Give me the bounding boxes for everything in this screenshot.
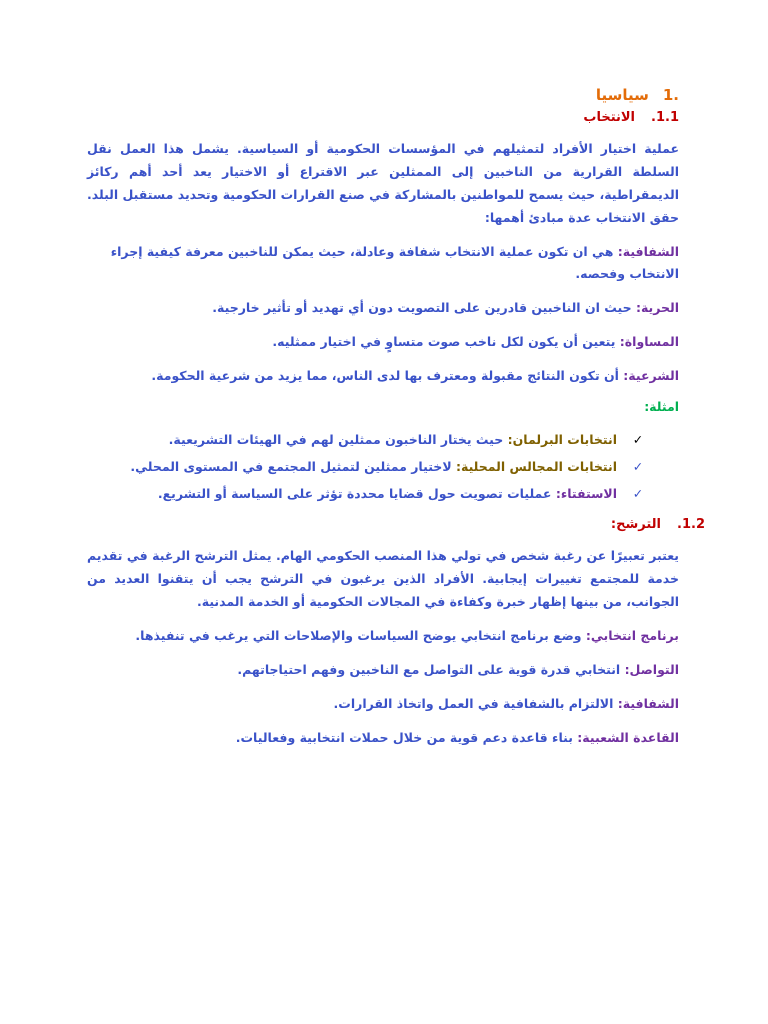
- section-1-1-title: الانتخاب: [583, 110, 636, 125]
- example-item: [87, 480, 645, 507]
- principle-item: [87, 297, 679, 319]
- candidacy-desc: وضع برنامج انتخابي يوضح السياسات والإصلاحات التي يرغب في تنفيذها.: [135, 628, 586, 643]
- principle-term: المساواة:: [619, 334, 679, 349]
- principle-term: الحرية:: [635, 300, 679, 315]
- candidacy-term: القاعدة الشعبية:: [577, 730, 679, 745]
- checkmark-icon: ✓: [632, 432, 644, 447]
- principle-item: [87, 331, 679, 353]
- section-1-2-title: الترشح:: [610, 517, 662, 532]
- candidacy-term: الشفافية:: [617, 696, 679, 711]
- candidacy-item: [87, 727, 679, 749]
- example-term: الاستفتاء:: [555, 486, 617, 501]
- checkmark-icon: ✓: [632, 486, 644, 501]
- checkmark-icon: ✓: [632, 459, 644, 474]
- principle-desc: يتعين أن يكون لكل ناخب صوت متساوٍ في اختيار ممثليه.: [272, 334, 620, 349]
- principle-term: الشفافية:: [617, 244, 679, 259]
- example-item: [87, 426, 645, 453]
- principle-item: [87, 365, 679, 387]
- examples-label: امثلة:: [644, 399, 679, 414]
- section-1-heading: [87, 86, 679, 104]
- candidacy-desc: انتخابي قدرة قوية على التواصل مع الناخبين وفهم احتياجاتهم.: [237, 662, 625, 677]
- candidacy-desc: بناء قاعدة دعم قوية من خلال حملات انتخابية وفعاليات.: [235, 730, 578, 745]
- candidacy-item: [87, 693, 679, 715]
- example-desc: لاختيار ممثلين لتمثيل المجتمع في المستوى المحلي.: [130, 459, 456, 474]
- candidacy-item: [87, 625, 679, 647]
- example-desc: عمليات تصويت حول قضايا محددة تؤثر على السياسة أو التشريع.: [157, 486, 556, 501]
- example-item: [87, 453, 645, 480]
- section-1-2-number: 1.2.: [677, 517, 705, 532]
- candidacy-desc: الالتزام بالشفافية في العمل واتخاذ القرارات.: [333, 696, 618, 711]
- candidacy-item: [87, 659, 679, 681]
- section-1-2-intro: يعتبر تعبيرًا عن رغبة شخص في تولي هذا المنصب الحكومي الهام. يمثل الترشح الرغبة في تقديم خدمة للمجتمع تغييرات إيجابية. الأفراد الذين يرغبون في الترشح يجب أن يتقنوا العديد من الجوانب، من بينها إظهار خبرة وكفاءة في المجالات الحكومية أو الخدمة المدنية.: [87, 548, 679, 609]
- section-1-1-heading: [87, 110, 679, 125]
- section-1-2-heading: [87, 517, 705, 532]
- section-1-number: .1: [662, 86, 679, 104]
- principle-desc: هي ان تكون عملية الانتخاب شفافة وعادلة، حيث يمكن للناخبين معرفة كيفية إجراء الانتخاب وفحصه.: [110, 244, 679, 281]
- document-content: [87, 86, 705, 761]
- principle-item: [87, 241, 679, 285]
- principle-term: الشرعية:: [623, 368, 679, 383]
- section-1-1-intro: عملية اختيار الأفراد لتمثيلهم في المؤسسات الحكومية أو السياسية. يشمل هذا العمل نقل السلطة القرارية من الناخبين إلى الممثلين عبر الاقتراع أو الاختيار يعد أحد أهم ركائز الديمقراطية، حيث يسمح للمواطنين بالمشاركة في صنع القرارات الحكومية وتحديد مستقبل البلد. حقق الانتخاب عدة مبادئ أهمها:: [87, 141, 679, 225]
- candidacy-term: التواصل:: [624, 662, 679, 677]
- example-term: انتخابات المجالس المحلية:: [455, 459, 617, 474]
- section-1-title: سياسيا: [595, 86, 649, 104]
- principle-desc: حيث ان الناخبين قادرين على التصويت دون أي تهديد أو تأثير خارجية.: [212, 300, 636, 315]
- principle-desc: أن تكون النتائج مقبولة ومعترف بها لدى الناس، مما يزيد من شرعية الحكومة.: [151, 368, 624, 383]
- example-term: انتخابات البرلمان:: [507, 432, 617, 447]
- examples-list: [87, 426, 645, 507]
- section-1-1-number: 1.1.: [651, 110, 679, 125]
- candidacy-term: برنامج انتخابي:: [585, 628, 679, 643]
- example-desc: حيث يختار الناخبون ممثلين لهم في الهيئات التشريعية.: [168, 432, 508, 447]
